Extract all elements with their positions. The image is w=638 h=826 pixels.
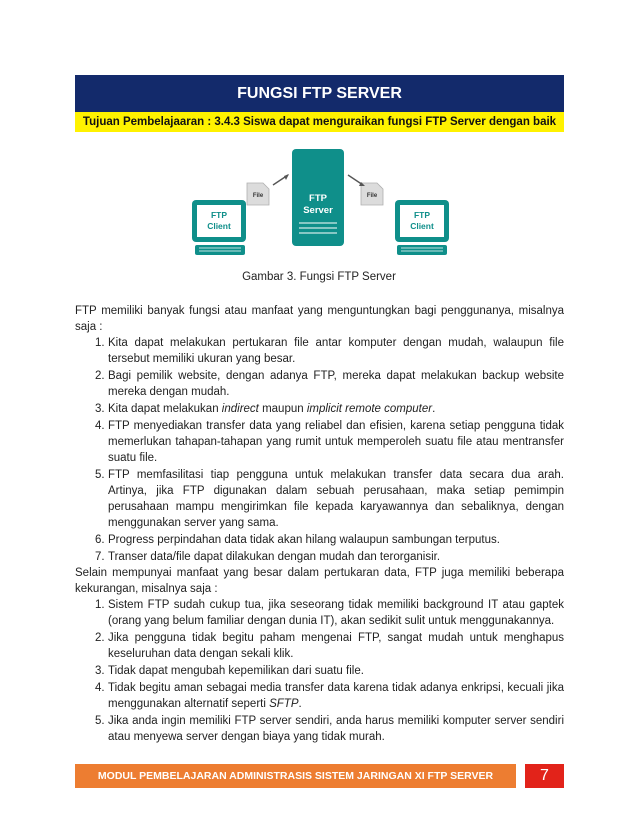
list-item: 2. Jika pengguna tidak begitu paham mengenai FTP, sangat mudah untuk menghapus keseluruhan data dengan sekali klik. bbox=[95, 632, 564, 660]
list-item: 2. Bagi pemilik website, dengan adanya FTP, mereka dapat melakukan backup website mereka dengan mudah. bbox=[95, 370, 564, 398]
ftp-client-right-icon bbox=[395, 200, 449, 255]
ftp-server-diagram bbox=[185, 145, 450, 260]
list-item: 1. Kita dapat melakukan pertukaran file antar komputer dengan mudah, walaupun file tersebut memiliki ukuran yang besar. bbox=[95, 337, 564, 365]
ftp-client-left-icon bbox=[192, 200, 246, 255]
arrow-right-icon bbox=[348, 175, 365, 186]
svg-text:Client: Client bbox=[410, 221, 434, 231]
list-item: 7. Transer data/file dapat dilakukan dengan mudah dan terorganisir. bbox=[95, 551, 441, 563]
file-icon-right bbox=[361, 183, 383, 205]
list-item: 4. Tidak begitu aman sebagai media transfer data karena tidak adanya enkripsi, kecuali jika menggunakan alternatif seperti SFTP. bbox=[95, 682, 564, 710]
list-item: 1. Sistem FTP sudah cukup tua, jika seseorang tidak memiliki background IT atau gaptek (orang yang belum familiar dengan dunia IT), akan sedikit sulit untuk menggunakannya. bbox=[95, 599, 564, 627]
list-item: 5. FTP memfasilitasi tiap pengguna untuk melakukan transfer data secara dua arah. Artinya, jika FTP digunakan dalam sebuah perusahaan, maka setiap pemimpin perusahaan mampu mengirimkan file kepada karyawannya dan sebaliknya, dengan menggunakan server yang sama. bbox=[95, 469, 564, 529]
ftp-server-icon bbox=[292, 149, 344, 246]
file-icon-left bbox=[247, 183, 269, 205]
svg-text:FTP: FTP bbox=[413, 210, 431, 220]
list-item: 5. Jika anda ingin memiliki FTP server sendiri, anda harus memiliki komputer server sendiri atau menyewa server dengan biaya yang tidak murah. bbox=[95, 715, 564, 743]
module-footer: MODUL PEMBELAJARAN ADMINISTRASIS SISTEM JARINGAN XI FTP SERVER bbox=[75, 764, 516, 788]
drawback-list bbox=[75, 597, 564, 746]
svg-text:File: File bbox=[366, 193, 378, 199]
svg-text:Server: Server bbox=[303, 205, 333, 216]
drawback-intro-paragraph: Selain mempunyai manfaat yang besar dalam pertukaran data, FTP juga memiliki beberapa kekurangan, misalnya saja : bbox=[75, 567, 564, 595]
svg-text:File: File bbox=[252, 193, 264, 199]
intro-paragraph: FTP memiliki banyak fungsi atau manfaat yang menguntungkan bagi penggunanya, misalnya saja : bbox=[75, 305, 564, 333]
arrow-left-icon bbox=[273, 174, 289, 185]
function-list bbox=[75, 335, 564, 566]
list-item: 6. Progress perpindahan data tidak akan hilang walaupun sambungan terputus. bbox=[95, 534, 500, 546]
svg-text:FTP: FTP bbox=[309, 193, 327, 204]
page-number: 7 bbox=[525, 764, 564, 788]
list-item: 3. Tidak dapat mengubah kepemilikan dari suatu file. bbox=[95, 665, 364, 677]
page-title: FUNGSI FTP SERVER bbox=[75, 75, 564, 112]
list-item: 3. Kita dapat melakukan indirect maupun implicit remote computer. bbox=[95, 403, 436, 415]
figure-caption: Gambar 3. Fungsi FTP Server bbox=[242, 271, 396, 283]
list-item: 4. FTP menyediakan transfer data yang reliabel dan efisien, karena setiap pengguna tidak memerlukan tahapan-tahapan yang rumit untuk memperoleh suatu file atau mentransfer suatu file. bbox=[95, 420, 564, 464]
svg-text:Client: Client bbox=[207, 221, 231, 231]
learning-goal: Tujuan Pembelajaaran : 3.4.3 Siswa dapat menguraikan fungsi FTP Server dengan baik bbox=[75, 112, 564, 132]
svg-text:FTP: FTP bbox=[210, 210, 228, 220]
